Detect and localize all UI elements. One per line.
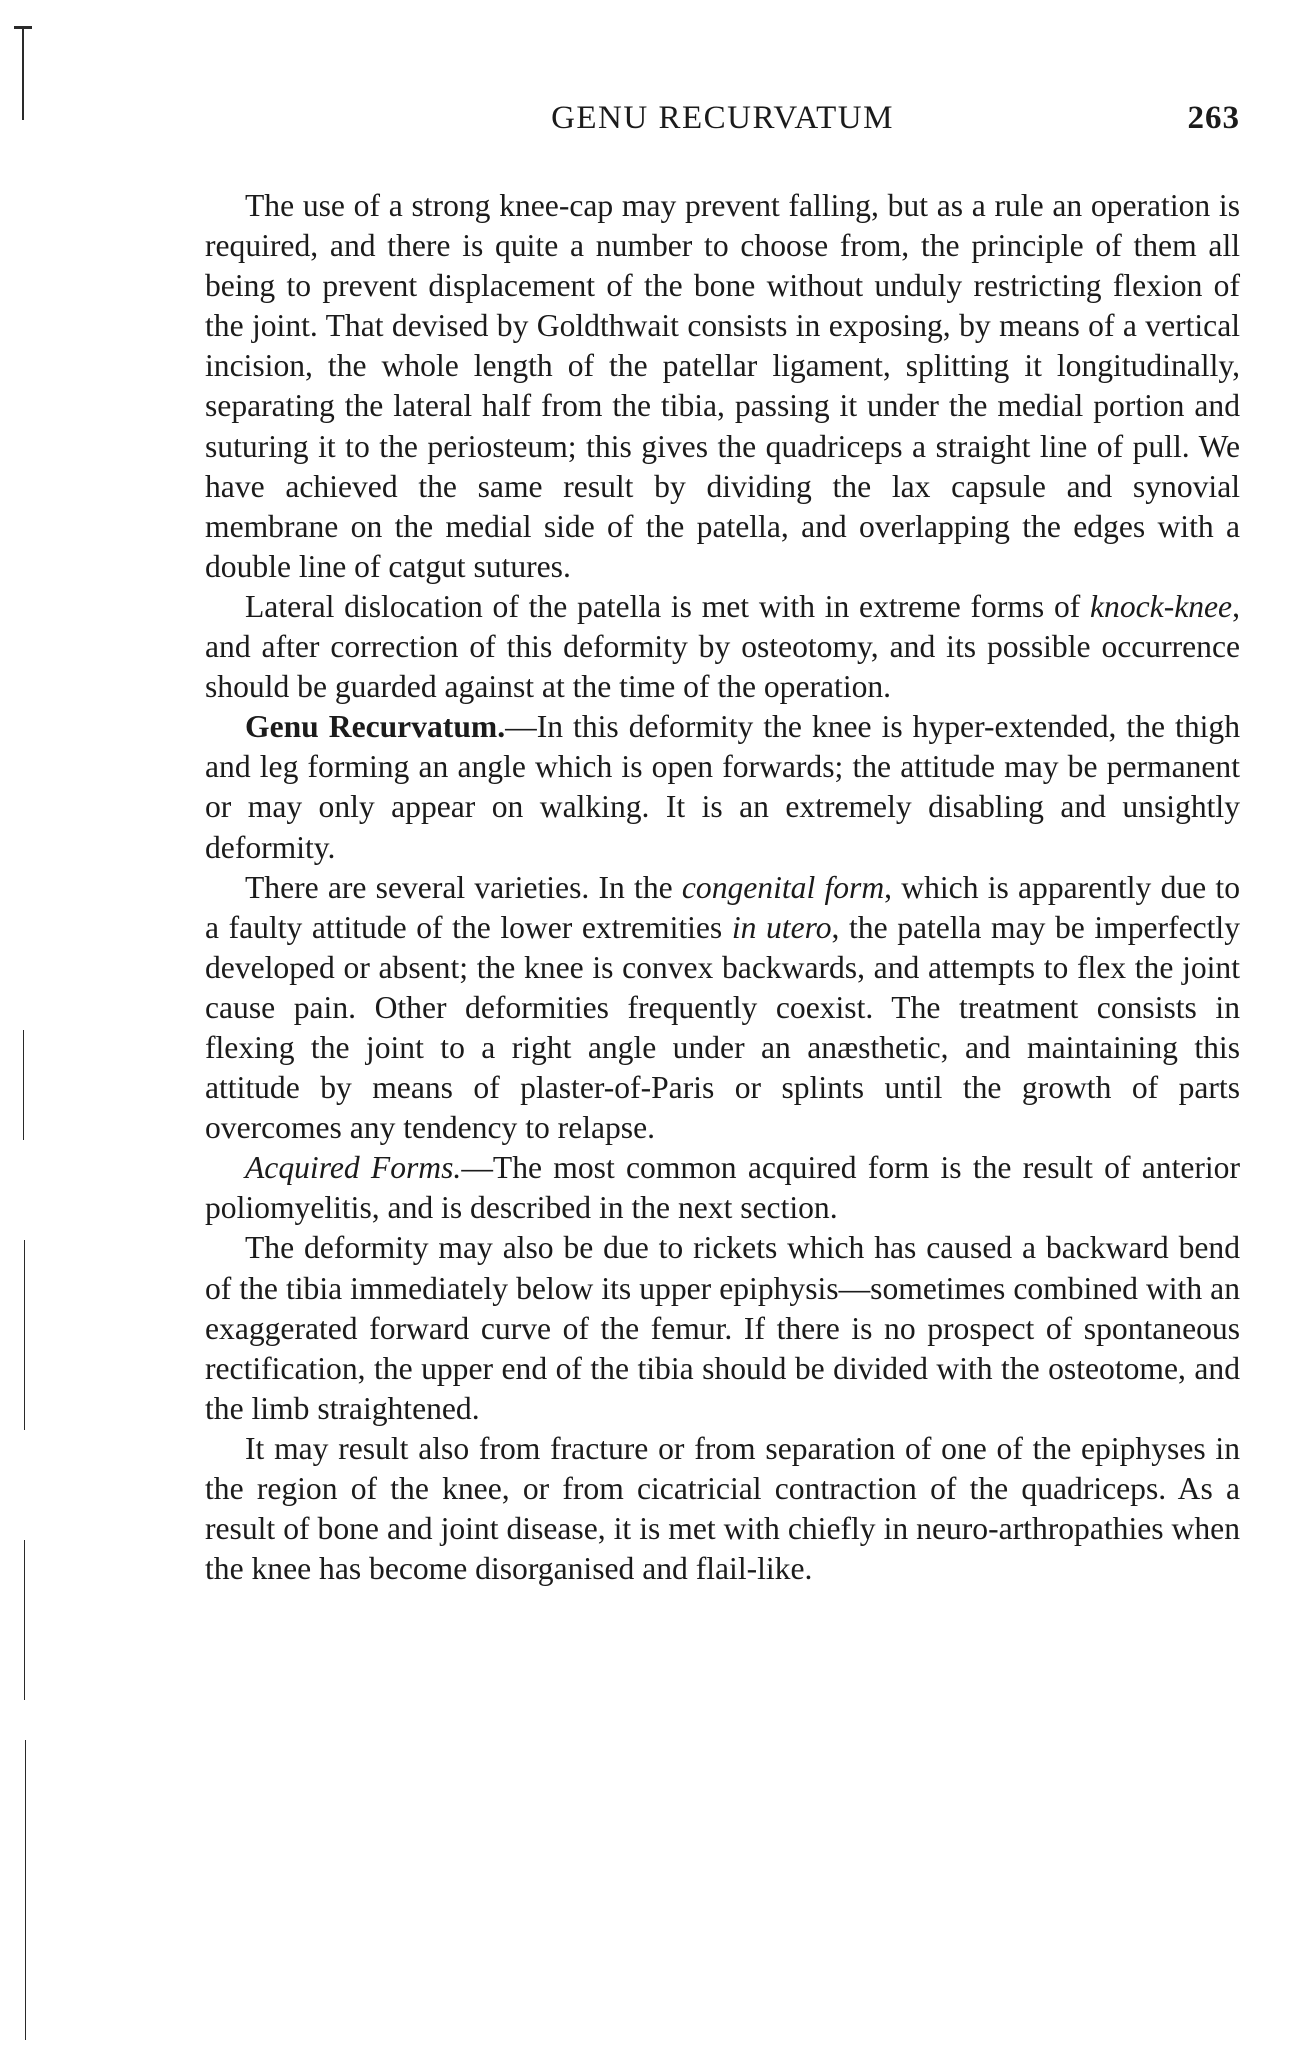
paragraph-text: The deformity may also be due to rickets which has caused a backward bend of the tibia immediately below its upper epiphysis—sometimes combined with an exaggerated forward curve of the femur. If there is no prospect of spontaneous rectification, the upper end of the tibia should be divided with the osteotome, and the limb straightened. xyxy=(205,1230,1240,1426)
paragraph-acquired-forms xyxy=(205,1148,1240,1228)
section-heading: Genu Recurvatum. xyxy=(245,709,506,745)
italic-subheading: Acquired Forms. xyxy=(245,1150,462,1186)
paragraph-text: It may result also from fracture or from separation of one of the epiphyses in the region of the knee, or from cicatricial contraction of the quadriceps. As a result of bone and joint disease, it is met with chiefly in neuro-arthropathies when the knee has become disorganised and flail-like. xyxy=(205,1430,1240,1587)
scan-edge-line xyxy=(24,1240,25,1430)
scan-edge-line xyxy=(25,1740,26,2040)
paragraph-text: Lateral dislocation of the patella is met with in extreme forms of xyxy=(245,588,1091,624)
italic-term: in utero xyxy=(731,909,832,945)
scan-edge-line xyxy=(24,1540,25,1700)
paragraph-text: —The most common acquired form is the result of anterior poliomyelitis, and is described in the next section. xyxy=(205,1150,1240,1226)
scan-edge-line xyxy=(22,28,24,120)
running-title: GENU RECURVATUM xyxy=(551,100,894,136)
paragraph-patella-operation xyxy=(205,186,1240,587)
paragraph-text: The use of a strong knee-cap may prevent falling, but as a rule an operation is required, and there is quite a number to choose from, the principle of them all being to prevent displacement of the bone without unduly restricting flexion of the joint. That devised by Goldthwait consists in exposing, by means of a vertical incision, the whole length of the patellar ligament, splitting it longitudinally, separating the lateral half from the tibia, passing it under the medial portion and suturing it to the periosteum; this gives the quadriceps a straight line of pull. We have achieved the same result by dividing the lax capsule and synovial membrane on the medial side of the patella, and overlapping the edges with a double line of catgut sutures. xyxy=(205,188,1240,584)
paragraph-rickets xyxy=(205,1228,1240,1428)
paragraph-varieties xyxy=(205,868,1240,1149)
italic-term: knock-knee xyxy=(1090,588,1233,624)
running-head xyxy=(205,96,1240,140)
paragraph-fracture xyxy=(205,1429,1240,1589)
paragraph-text: —In this deformity the knee is hyper-extended, the thigh and leg forming an angle which is open forwards; the attitude may be permanent or may only appear on walking. It is an extremely disabling and unsightly deformity. xyxy=(205,709,1240,865)
italic-term: congenital form xyxy=(681,869,885,905)
paragraph-genu-recurvatum xyxy=(205,707,1240,867)
scan-edge-line xyxy=(23,1030,24,1140)
paragraph-text: , and after correction of this deformity by osteotomy, and its possible occurrence should be guarded against at the time of the operation. xyxy=(205,588,1240,705)
page-number: 263 xyxy=(1187,100,1240,136)
paragraph-text: , the patella may be imperfectly developed or absent; the knee is convex backwards, and attempts to flex the joint cause pain. Other deformities frequently coexist. The treatment consists in flexing the joint to a right angle under an anæsthetic, and maintaining this attitude by means of plaster-of-Paris or splints until the growth of parts overcomes any tendency to relapse. xyxy=(205,909,1240,1146)
paragraph-lateral-dislocation xyxy=(205,587,1240,707)
body-text xyxy=(205,186,1240,1589)
paragraph-text: , which is apparently due to a faulty attitude of the lower extremities xyxy=(205,869,1240,945)
paragraph-text: There are several varieties. In the xyxy=(245,869,682,905)
